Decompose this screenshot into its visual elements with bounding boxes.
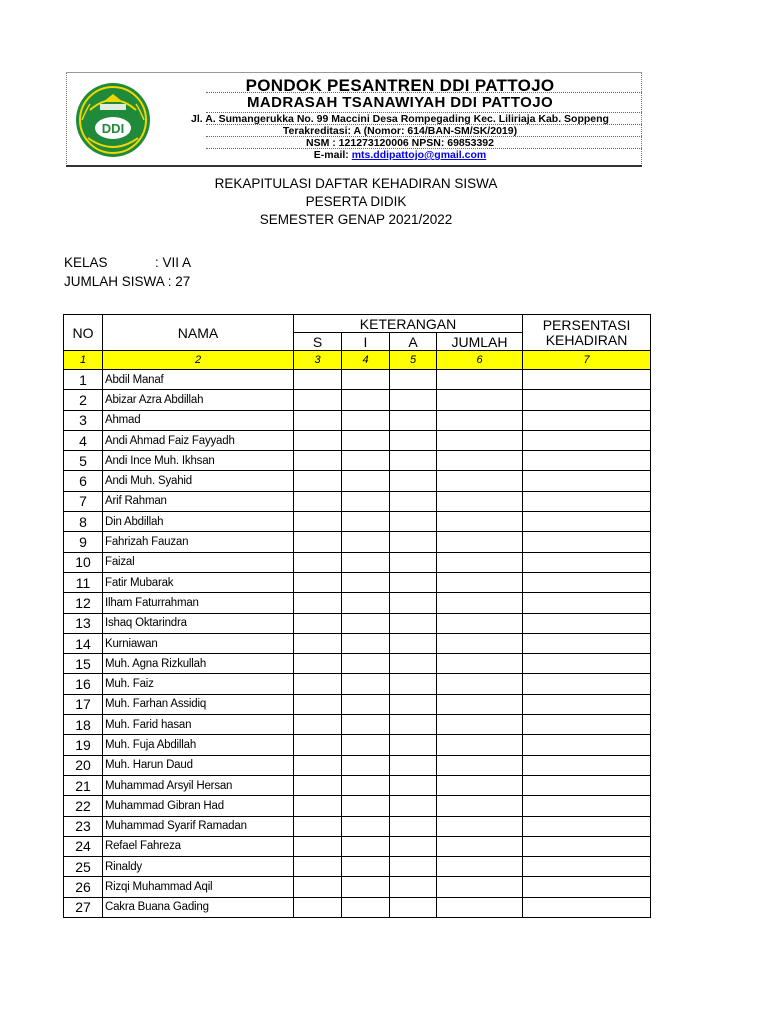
izin-cell[interactable]: [342, 654, 390, 674]
jumlah-cell[interactable]: [437, 410, 523, 430]
header-a: A: [390, 333, 437, 351]
jumlah-cell[interactable]: [437, 897, 523, 917]
persentasi-cell[interactable]: [523, 816, 651, 836]
student-name: Din Abdillah: [103, 512, 294, 532]
student-name: Refael Fahreza: [103, 836, 294, 856]
student-name: Andi Muh. Syahid: [103, 471, 294, 491]
column-index-row: [64, 351, 651, 370]
alpa-cell[interactable]: [390, 390, 437, 410]
table-row: [64, 897, 651, 917]
jumlah-cell[interactable]: [437, 613, 523, 633]
letterhead-top-border: [66, 72, 642, 73]
table-row: [64, 796, 651, 816]
sakit-cell[interactable]: [294, 572, 342, 592]
student-number: 16: [64, 674, 103, 694]
sakit-cell[interactable]: [294, 370, 342, 390]
header-no: NO: [64, 315, 103, 351]
sakit-cell[interactable]: [294, 735, 342, 755]
logo-text: DDI: [101, 121, 125, 136]
student-number: 22: [64, 796, 103, 816]
nsm-npsn: NSM : 121273120006 NPSN: 69853392: [306, 137, 494, 149]
table-row: [64, 654, 651, 674]
student-name: Kurniawan: [103, 633, 294, 653]
persentasi-cell[interactable]: [523, 613, 651, 633]
izin-cell[interactable]: [342, 633, 390, 653]
table-row: [64, 735, 651, 755]
persentasi-cell[interactable]: [523, 471, 651, 491]
jumlah-cell[interactable]: [437, 390, 523, 410]
student-number: 24: [64, 836, 103, 856]
student-number: 6: [64, 471, 103, 491]
table-row: [64, 572, 651, 592]
column-index: 5: [390, 351, 437, 370]
student-name: Rizqi Muhammad Aqil: [103, 877, 294, 897]
sakit-cell[interactable]: [294, 593, 342, 613]
sakit-cell[interactable]: [294, 552, 342, 572]
alpa-cell[interactable]: [390, 532, 437, 552]
email-link[interactable]: mts.ddipattojo@gmail.com: [351, 149, 487, 161]
sakit-cell[interactable]: [294, 674, 342, 694]
izin-cell[interactable]: [342, 715, 390, 735]
school-name: PONDOK PESANTREN DDI PATTOJO: [245, 76, 555, 95]
sakit-cell[interactable]: [294, 715, 342, 735]
table-row: [64, 877, 651, 897]
alpa-cell[interactable]: [390, 836, 437, 856]
persentasi-cell[interactable]: [523, 370, 651, 390]
student-number: 5: [64, 451, 103, 471]
izin-cell[interactable]: [342, 430, 390, 450]
persentasi-cell[interactable]: [523, 512, 651, 532]
izin-cell[interactable]: [342, 370, 390, 390]
alpa-cell[interactable]: [390, 552, 437, 572]
table-row: [64, 512, 651, 532]
persentasi-cell[interactable]: [523, 715, 651, 735]
sakit-cell[interactable]: [294, 512, 342, 532]
student-name: Muhammad Syarif Ramadan: [103, 816, 294, 836]
izin-cell[interactable]: [342, 877, 390, 897]
alpa-cell[interactable]: [390, 491, 437, 511]
alpa-cell[interactable]: [390, 471, 437, 491]
sakit-cell[interactable]: [294, 430, 342, 450]
alpa-cell[interactable]: [390, 816, 437, 836]
header-persentasi-line2: KEHADIRAN: [545, 331, 628, 348]
sakit-cell[interactable]: [294, 775, 342, 795]
izin-cell[interactable]: [342, 816, 390, 836]
student-number: 20: [64, 755, 103, 775]
persentasi-cell[interactable]: [523, 654, 651, 674]
letterhead-bottom-border: [66, 165, 642, 167]
sakit-cell[interactable]: [294, 755, 342, 775]
persentasi-cell[interactable]: [523, 572, 651, 592]
student-name: Muh. Agna Rizkullah: [103, 654, 294, 674]
jumlah-cell[interactable]: [437, 593, 523, 613]
student-name: Ilham Faturrahman: [103, 593, 294, 613]
izin-cell[interactable]: [342, 512, 390, 532]
izin-cell[interactable]: [342, 613, 390, 633]
kelas-value: : VII A: [155, 255, 192, 270]
student-name: Andi Ince Muh. Ikhsan: [103, 451, 294, 471]
document-subtitle: PESERTA DIDIK: [305, 194, 407, 209]
student-name: Arif Rahman: [103, 491, 294, 511]
izin-cell[interactable]: [342, 532, 390, 552]
sakit-cell[interactable]: [294, 654, 342, 674]
persentasi-cell[interactable]: [523, 775, 651, 795]
student-number: 2: [64, 390, 103, 410]
alpa-cell[interactable]: [390, 694, 437, 714]
student-number: 13: [64, 613, 103, 633]
table-row: [64, 775, 651, 795]
sakit-cell[interactable]: [294, 390, 342, 410]
izin-cell[interactable]: [342, 897, 390, 917]
table-row: [64, 532, 651, 552]
student-name: Muh. Farhan Assidiq: [103, 694, 294, 714]
izin-cell[interactable]: [342, 694, 390, 714]
header-persentasi: [523, 315, 651, 351]
student-name: Muh. Faiz: [103, 674, 294, 694]
table-row: [64, 471, 651, 491]
madrasah-name: MADRASAH TSANAWIYAH DDI PATTOJO: [246, 94, 554, 111]
table-row: [64, 694, 651, 714]
jumlah-cell[interactable]: [437, 694, 523, 714]
table-row: [64, 674, 651, 694]
alpa-cell[interactable]: [390, 654, 437, 674]
jumlah-cell[interactable]: [437, 775, 523, 795]
persentasi-cell[interactable]: [523, 877, 651, 897]
table-row: [64, 410, 651, 430]
student-name: Muhammad Arsyil Hersan: [103, 775, 294, 795]
student-name: Fahrizah Fauzan: [103, 532, 294, 552]
alpa-cell[interactable]: [390, 796, 437, 816]
student-number: 19: [64, 735, 103, 755]
column-index: 4: [342, 351, 390, 370]
jumlah-cell[interactable]: [437, 715, 523, 735]
school-logo-icon: [70, 80, 156, 160]
persentasi-cell[interactable]: [523, 593, 651, 613]
jumlah-cell[interactable]: [437, 471, 523, 491]
alpa-cell[interactable]: [390, 370, 437, 390]
persentasi-cell[interactable]: [523, 410, 651, 430]
sakit-cell[interactable]: [294, 471, 342, 491]
jumlah-siswa: JUMLAH SISWA : 27: [64, 274, 191, 289]
alpa-cell[interactable]: [390, 897, 437, 917]
jumlah-cell[interactable]: [437, 633, 523, 653]
sakit-cell[interactable]: [294, 857, 342, 877]
jumlah-cell[interactable]: [437, 451, 523, 471]
header-jumlah: JUMLAH: [437, 333, 523, 351]
persentasi-cell[interactable]: [523, 694, 651, 714]
student-number: 26: [64, 877, 103, 897]
alpa-cell[interactable]: [390, 613, 437, 633]
student-number: 7: [64, 491, 103, 511]
izin-cell[interactable]: [342, 410, 390, 430]
jumlah-cell[interactable]: [437, 572, 523, 592]
jumlah-cell[interactable]: [437, 755, 523, 775]
persentasi-cell[interactable]: [523, 796, 651, 816]
table-row: [64, 390, 651, 410]
sakit-cell[interactable]: [294, 897, 342, 917]
header-persentasi-line1: PERSENTASI: [542, 316, 631, 333]
izin-cell[interactable]: [342, 471, 390, 491]
accreditation: Terakreditasi: A (Nomor: 614/BAN-SM/SK/2019): [282, 125, 518, 137]
jumlah-cell[interactable]: [437, 877, 523, 897]
alpa-cell[interactable]: [390, 512, 437, 532]
student-number: 14: [64, 633, 103, 653]
persentasi-cell[interactable]: [523, 755, 651, 775]
student-number: 4: [64, 430, 103, 450]
student-name: Rinaldy: [103, 857, 294, 877]
alpa-cell[interactable]: [390, 451, 437, 471]
semester-title: SEMESTER GENAP 2021/2022: [259, 212, 453, 227]
persentasi-cell[interactable]: [523, 735, 651, 755]
column-index: 1: [64, 351, 103, 370]
sakit-cell[interactable]: [294, 410, 342, 430]
student-rows: [64, 370, 651, 918]
header-nama: NAMA: [103, 315, 294, 351]
student-number: 11: [64, 572, 103, 592]
table-row: [64, 491, 651, 511]
izin-cell[interactable]: [342, 796, 390, 816]
izin-cell[interactable]: [342, 491, 390, 511]
izin-cell[interactable]: [342, 572, 390, 592]
sakit-cell[interactable]: [294, 613, 342, 633]
izin-cell[interactable]: [342, 755, 390, 775]
column-index: 7: [523, 351, 651, 370]
student-number: 10: [64, 552, 103, 572]
jumlah-cell[interactable]: [437, 796, 523, 816]
izin-cell[interactable]: [342, 552, 390, 572]
jumlah-cell[interactable]: [437, 654, 523, 674]
persentasi-cell[interactable]: [523, 633, 651, 653]
alpa-cell[interactable]: [390, 877, 437, 897]
jumlah-cell[interactable]: [437, 816, 523, 836]
persentasi-cell[interactable]: [523, 857, 651, 877]
jumlah-cell[interactable]: [437, 857, 523, 877]
column-index: 2: [103, 351, 294, 370]
sakit-cell[interactable]: [294, 836, 342, 856]
student-number: 3: [64, 410, 103, 430]
izin-cell[interactable]: [342, 836, 390, 856]
persentasi-cell[interactable]: [523, 390, 651, 410]
alpa-cell[interactable]: [390, 857, 437, 877]
persentasi-cell[interactable]: [523, 674, 651, 694]
header-keterangan: KETERANGAN: [294, 315, 523, 333]
table-row: [64, 836, 651, 856]
jumlah-cell[interactable]: [437, 674, 523, 694]
jumlah-cell[interactable]: [437, 552, 523, 572]
izin-cell[interactable]: [342, 775, 390, 795]
sakit-cell[interactable]: [294, 694, 342, 714]
izin-cell[interactable]: [342, 593, 390, 613]
school-address: Jl. A. Sumangerukka No. 99 Maccini Desa Rompegading Kec. Liliriaja Kab. Soppeng: [191, 113, 609, 125]
student-number: 8: [64, 512, 103, 532]
jumlah-cell[interactable]: [437, 512, 523, 532]
student-number: 18: [64, 715, 103, 735]
persentasi-cell[interactable]: [523, 532, 651, 552]
student-number: 25: [64, 857, 103, 877]
header-s: S: [294, 333, 342, 351]
document-title: REKAPITULASI DAFTAR KEHADIRAN SISWA: [214, 176, 498, 191]
persentasi-cell[interactable]: [523, 836, 651, 856]
student-name: Muh. Farid hasan: [103, 715, 294, 735]
alpa-cell[interactable]: [390, 775, 437, 795]
alpa-cell[interactable]: [390, 410, 437, 430]
jumlah-cell[interactable]: [437, 735, 523, 755]
attendance-table: [63, 314, 651, 918]
table-row: [64, 430, 651, 450]
sakit-cell[interactable]: [294, 633, 342, 653]
table-row: [64, 857, 651, 877]
table-row: [64, 552, 651, 572]
alpa-cell[interactable]: [390, 430, 437, 450]
jumlah-cell[interactable]: [437, 836, 523, 856]
izin-cell[interactable]: [342, 674, 390, 694]
table-row: [64, 816, 651, 836]
sakit-cell[interactable]: [294, 532, 342, 552]
student-name: Fatir Mubarak: [103, 572, 294, 592]
student-number: 23: [64, 816, 103, 836]
table-row: [64, 451, 651, 471]
sakit-cell[interactable]: [294, 491, 342, 511]
student-number: 12: [64, 593, 103, 613]
student-name: Muh. Harun Daud: [103, 755, 294, 775]
persentasi-cell[interactable]: [523, 451, 651, 471]
table-row: [64, 613, 651, 633]
alpa-cell[interactable]: [390, 572, 437, 592]
izin-cell[interactable]: [342, 451, 390, 471]
sakit-cell[interactable]: [294, 877, 342, 897]
jumlah-cell[interactable]: [437, 370, 523, 390]
email-line: [160, 149, 640, 161]
student-number: 1: [64, 370, 103, 390]
alpa-cell[interactable]: [390, 715, 437, 735]
student-name: Ishaq Oktarindra: [103, 613, 294, 633]
alpa-cell[interactable]: [390, 735, 437, 755]
sakit-cell[interactable]: [294, 796, 342, 816]
student-number: 9: [64, 532, 103, 552]
alpa-cell[interactable]: [390, 755, 437, 775]
jumlah-cell[interactable]: [437, 491, 523, 511]
table-row: [64, 370, 651, 390]
table-row: [64, 633, 651, 653]
kelas-label: KELAS: [64, 255, 108, 270]
student-name: Muhammad Gibran Had: [103, 796, 294, 816]
student-number: 21: [64, 775, 103, 795]
letterhead: [66, 72, 642, 168]
persentasi-cell[interactable]: [523, 897, 651, 917]
student-name: Faizal: [103, 552, 294, 572]
persentasi-cell[interactable]: [523, 430, 651, 450]
jumlah-cell[interactable]: [437, 532, 523, 552]
column-index: 3: [294, 351, 342, 370]
izin-cell[interactable]: [342, 390, 390, 410]
email-label: E-mail:: [313, 149, 349, 161]
persentasi-cell[interactable]: [523, 552, 651, 572]
alpa-cell[interactable]: [390, 674, 437, 694]
student-number: 17: [64, 694, 103, 714]
jumlah-cell[interactable]: [437, 430, 523, 450]
student-name: Abdil Manaf: [103, 370, 294, 390]
student-number: 15: [64, 654, 103, 674]
table-row: [64, 755, 651, 775]
header-i: I: [342, 333, 390, 351]
sakit-cell[interactable]: [294, 451, 342, 471]
alpa-cell[interactable]: [390, 593, 437, 613]
column-index: 6: [437, 351, 523, 370]
izin-cell[interactable]: [342, 735, 390, 755]
persentasi-cell[interactable]: [523, 491, 651, 511]
student-name: Muh. Fuja Abdillah: [103, 735, 294, 755]
sakit-cell[interactable]: [294, 816, 342, 836]
student-number: 27: [64, 897, 103, 917]
alpa-cell[interactable]: [390, 633, 437, 653]
student-name: Andi Ahmad Faiz Fayyadh: [103, 430, 294, 450]
table-row: [64, 715, 651, 735]
student-name: Ahmad: [103, 410, 294, 430]
student-name: Cakra Buana Gading: [103, 897, 294, 917]
student-name: Abizar Azra Abdillah: [103, 390, 294, 410]
table-row: [64, 593, 651, 613]
izin-cell[interactable]: [342, 857, 390, 877]
